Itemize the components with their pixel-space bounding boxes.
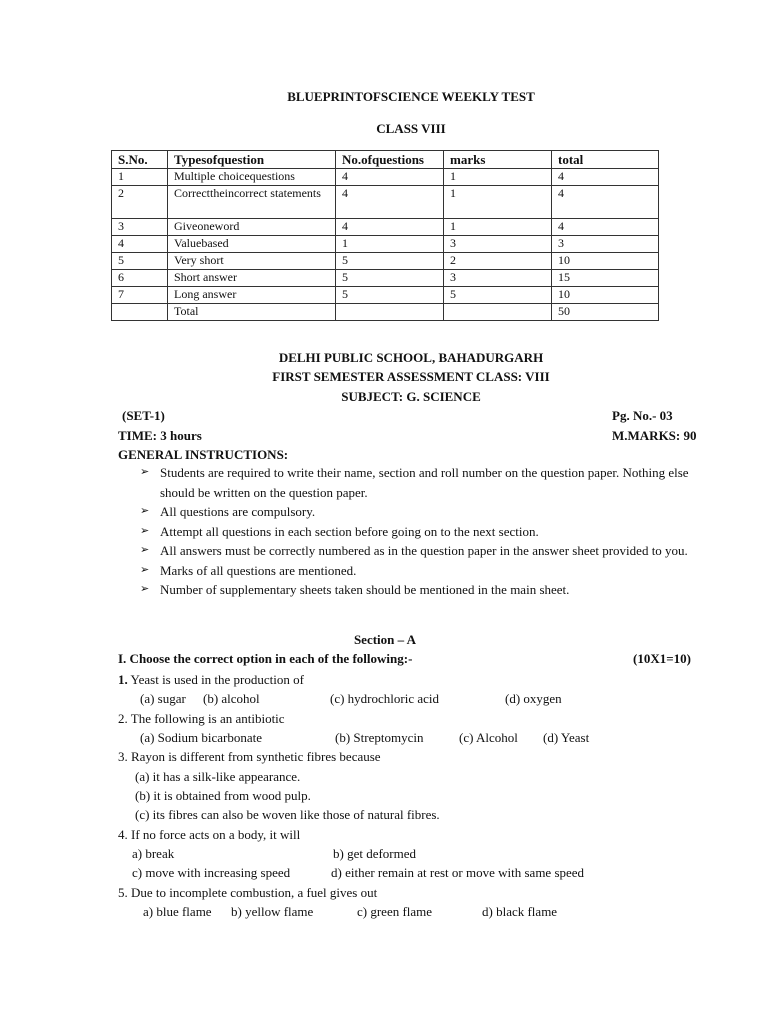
arrow-bullet-icon: ➢	[140, 505, 150, 517]
cell-num: 1	[336, 236, 444, 253]
cell-num: 5	[336, 287, 444, 304]
option-b: (b) Streptomycin	[335, 730, 424, 745]
header-marks: marks	[444, 151, 552, 169]
list-item	[140, 463, 710, 502]
list-item	[140, 580, 710, 600]
cell-marks: 5	[444, 287, 552, 304]
option-a: (a) it has a silk-like appearance.	[135, 769, 301, 784]
section-instruction: I. Choose the correct option in each of the following:-	[118, 651, 413, 666]
option-a: a) break	[132, 846, 175, 861]
arrow-bullet-icon: ➢	[140, 563, 150, 576]
cell-type: Long answer	[168, 287, 336, 304]
table-row	[112, 169, 659, 186]
cell-marks: 2	[444, 253, 552, 270]
option-c: (c) Alcohol	[459, 730, 518, 745]
table-row	[112, 270, 659, 287]
arrow-bullet-icon: ➢	[140, 466, 150, 478]
max-marks: M.MARKS: 90	[612, 428, 697, 443]
cell-total: 4	[552, 169, 659, 186]
header-type: Typesofquestion	[168, 151, 336, 169]
list-item	[140, 541, 710, 561]
table-row	[112, 253, 659, 270]
cell-sno: 5	[112, 253, 168, 270]
cell-marks: 3	[444, 236, 552, 253]
cell-num	[336, 304, 444, 321]
cell-type: Very short	[168, 253, 336, 270]
table-header-row	[112, 151, 659, 169]
option-c: c) green flame	[357, 904, 433, 919]
question-number: 1.	[118, 672, 128, 687]
question-2: 2. The following is an antibiotic	[118, 711, 285, 726]
table-row	[112, 219, 659, 236]
subject-title: SUBJECT: G. SCIENCE	[341, 389, 481, 404]
question-1	[118, 670, 304, 689]
cell-marks: 3	[444, 270, 552, 287]
cell-num: 4	[336, 219, 444, 236]
cell-total: 3	[552, 236, 659, 253]
cell-sno: 7	[112, 287, 168, 304]
cell-type: Short answer	[168, 270, 336, 287]
cell-marks: 1	[444, 186, 552, 219]
arrow-bullet-icon: ➢	[140, 583, 150, 595]
instruction-text: Students are required to write their name, section and roll number on the question paper. Nothing else should be written on the question paper.	[160, 465, 689, 500]
header-sno: S.No.	[112, 151, 168, 169]
arrow-bullet-icon: ➢	[140, 544, 150, 556]
blueprint-table	[111, 150, 659, 321]
option-a: (a) sugar	[140, 691, 186, 706]
table-row	[112, 287, 659, 304]
option-c: (c) hydrochloric acid	[330, 691, 440, 706]
list-item	[140, 522, 710, 542]
cell-sno: 3	[112, 219, 168, 236]
option-d: d) either remain at rest or move with same speed	[331, 865, 585, 880]
section-marks: (10X1=10)	[633, 651, 691, 666]
cell-sno: 2	[112, 186, 168, 219]
option-b: b) yellow flame	[231, 904, 314, 919]
option-d: d) black flame	[482, 904, 558, 919]
cell-num: 4	[336, 169, 444, 186]
option-c: c) move with increasing speed	[132, 865, 291, 880]
cell-total-label: Total	[168, 304, 336, 321]
list-item	[140, 502, 710, 522]
instruction-text: Marks of all questions are mentioned.	[160, 562, 357, 578]
cell-type: Multiple choicequestions	[168, 169, 336, 186]
page-number: Pg. No.- 03	[612, 408, 673, 423]
blueprint-title: BLUEPRINTOFSCIENCE WEEKLY TEST	[287, 89, 535, 104]
section-title: Section – A	[353, 632, 417, 647]
cell-marks	[444, 304, 552, 321]
cell-num: 4	[336, 186, 444, 219]
option-d: (d) Yeast	[543, 730, 590, 745]
cell-num: 5	[336, 253, 444, 270]
option-a: (a) Sodium bicarbonate	[140, 730, 263, 745]
table-row	[112, 186, 659, 219]
cell-marks: 1	[444, 169, 552, 186]
cell-type: Correcttheincorrect statements	[168, 186, 336, 219]
exam-title: FIRST SEMESTER ASSESSMENT CLASS: VIII	[272, 369, 550, 384]
instruction-text: Attempt all questions in each section before going on to the next section.	[160, 523, 539, 539]
time-label: TIME: 3 hours	[118, 428, 202, 443]
question-text: Yeast is used in the production of	[127, 672, 304, 687]
cell-sno: 4	[112, 236, 168, 253]
set-label: (SET-1)	[122, 408, 165, 423]
cell-sno	[112, 304, 168, 321]
cell-total: 10	[552, 253, 659, 270]
blueprint-class: CLASS VIII	[376, 121, 446, 136]
question-5: 5. Due to incomplete combustion, a fuel gives out	[118, 885, 378, 900]
instruction-text: Number of supplementary sheets taken should be mentioned in the main sheet.	[160, 582, 570, 597]
cell-type: Giveoneword	[168, 219, 336, 236]
cell-num: 5	[336, 270, 444, 287]
option-b: (b) it is obtained from wood pulp.	[135, 788, 311, 803]
option-d: (d) oxygen	[505, 691, 562, 706]
header-total: total	[552, 151, 659, 169]
list-item	[140, 561, 710, 581]
question-3: 3. Rayon is different from synthetic fibres because	[118, 749, 381, 764]
cell-total: 4	[552, 186, 659, 219]
cell-type: Valuebased	[168, 236, 336, 253]
instructions-list	[140, 463, 710, 600]
option-a: a) blue flame	[143, 904, 212, 919]
instructions-heading: GENERAL INSTRUCTIONS:	[118, 447, 289, 462]
question-4: 4. If no force acts on a body, it will	[118, 827, 301, 842]
table-row	[112, 236, 659, 253]
cell-sno: 6	[112, 270, 168, 287]
option-b: b) get deformed	[333, 846, 417, 861]
cell-total: 10	[552, 287, 659, 304]
table-total-row	[112, 304, 659, 321]
option-b: (b) alcohol	[203, 691, 260, 706]
cell-marks: 1	[444, 219, 552, 236]
cell-total: 4	[552, 219, 659, 236]
cell-sno: 1	[112, 169, 168, 186]
instruction-text: All answers must be correctly numbered as in the question paper in the answer sheet provided to you.	[160, 543, 688, 558]
cell-grand-total: 50	[552, 304, 659, 321]
school-name: DELHI PUBLIC SCHOOL, BAHADURGARH	[278, 350, 544, 365]
option-c: (c) its fibres can also be woven like those of natural fibres.	[135, 807, 440, 822]
arrow-bullet-icon: ➢	[140, 524, 150, 537]
header-num: No.ofquestions	[336, 151, 444, 169]
cell-total: 15	[552, 270, 659, 287]
instruction-text: All questions are compulsory.	[160, 504, 316, 519]
